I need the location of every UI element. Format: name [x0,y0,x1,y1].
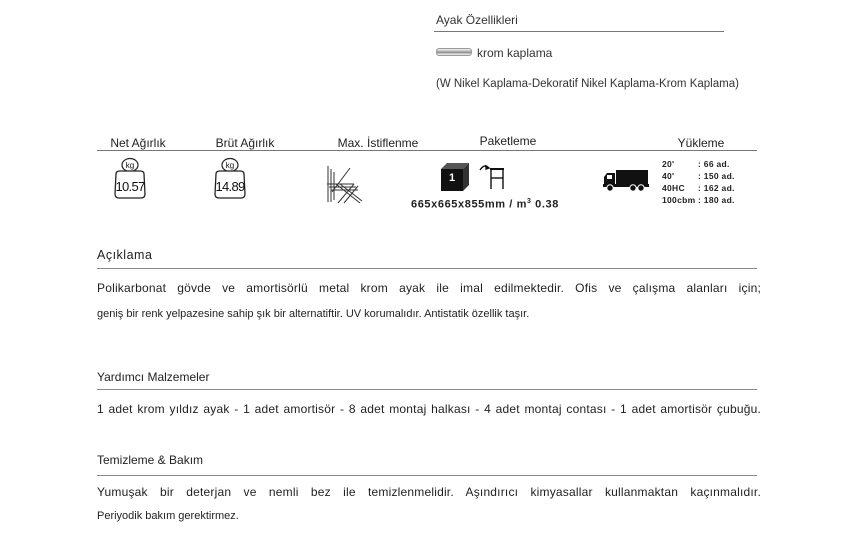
loading-qty: : 66 ad. [698,159,730,169]
care-line-2: Periyodik bakım gerektirmez. [97,510,239,522]
loading-label: Yükleme [677,136,725,150]
net-weight-label: Net Ağırlık [110,136,166,150]
max-stack-label: Max. İstiflenme [337,136,419,150]
loading-container: 100cbm [662,195,696,205]
packaging-label: Paketleme [479,134,537,148]
gross-weight-label: Brüt Ağırlık [215,136,275,150]
gross-weight-value: 14.89 [215,179,245,194]
package-dims-exponent: 3 [527,198,532,205]
accessories-title: Yardımcı Malzemeler [97,370,210,384]
loading-qty: : 162 ad. [698,183,735,193]
loading-qty: : 150 ad. [698,171,735,181]
box-icon [441,163,471,191]
net-weight-value: 10.57 [115,179,145,194]
accessories-text: 1 adet krom yıldız ayak - 1 adet amortisör - 8 adet montaj halkası - 4 adet montaj contası - 1 adet amortisör çubuğu. [97,402,761,416]
truck-icon [603,168,649,192]
loading-container: 20' [662,159,675,169]
chrome-swatch-icon [436,48,472,56]
foot-finish-label: krom kaplama [477,46,553,60]
description-divider [97,268,757,269]
package-dims-text: 665x665x855mm / m [411,198,528,211]
loading-qty: : 180 ad. [698,195,735,205]
description-line-1: Polikarbonat gövde ve amortisörlü metal krom ayak ile imal edilmektedir. Ofis ve çalışma alanları için; [97,281,761,295]
care-divider [97,475,757,476]
foot-properties-divider [434,31,724,32]
accessories-divider [97,389,757,390]
net-weight-icon [111,157,149,199]
package-count: 1 [448,172,456,184]
gross-weight-icon [211,157,249,199]
description-title: Açıklama [97,248,153,262]
loading-container: 40' [662,171,675,181]
package-volume: 0.38 [535,198,559,211]
loading-row [662,195,735,205]
loading-row [662,171,735,181]
care-title: Temizleme & Bakım [97,453,204,467]
weight-unit: kg [125,161,135,170]
foot-finish-note: (W Nikel Kaplama-Dekoratif Nikel Kaplama-Krom Kaplama) [436,78,739,90]
weight-unit: kg [225,161,235,170]
loading-row [662,183,735,193]
foot-properties-title: Ayak Özellikleri [436,13,518,27]
package-dimensions [411,198,559,211]
loading-row [662,159,730,169]
specs-divider [97,150,757,151]
description-line-2: geniş bir renk yelpazesine sahip şık bir alternatiftir. UV korumalıdır. Antistatik özellik taşır. [97,308,530,320]
stack-icon [324,162,364,204]
chair-icon [478,161,506,191]
care-line-1: Yumuşak bir deterjan ve nemli bez ile temizlenmelidir. Aşındırıcı kimyasallar kullanmaktan kaçınmalıdır. [97,485,761,499]
loading-container: 40HC [662,183,685,193]
